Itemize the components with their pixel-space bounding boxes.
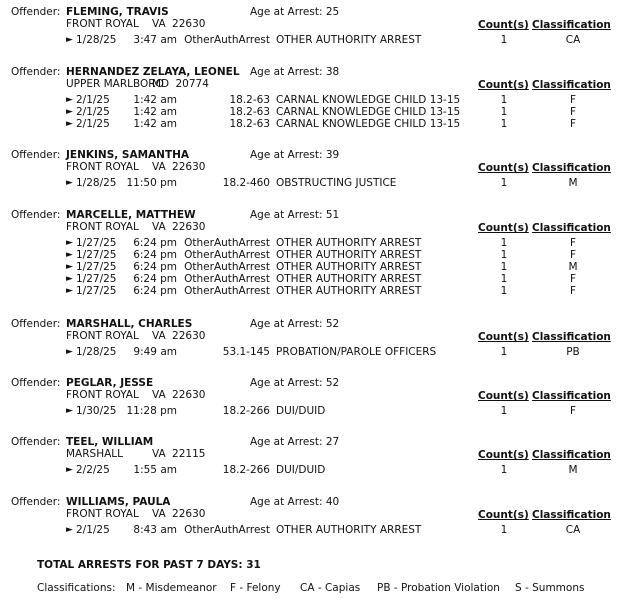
counts-column-header: Count(s) (478, 390, 529, 402)
legend-misdemeanor: M - Misdemeanor (126, 582, 217, 594)
charge-arrow: ► (66, 238, 73, 248)
offender-label: Offender: (11, 496, 61, 508)
charge-arrow: ► (66, 274, 73, 284)
charge-classification: F (569, 94, 577, 106)
charge-classification: F (569, 405, 577, 417)
charge-code: OtherAuthArrest (184, 285, 270, 297)
charge-classification: CA (565, 34, 581, 46)
offender-label: Offender: (11, 209, 61, 221)
age-value: 39 (325, 149, 340, 161)
charge-code: 18.2-266 (222, 464, 270, 476)
charge-classification: M (568, 464, 578, 476)
charge-date: 1/27/25 (76, 273, 117, 285)
charge-time: 1:55 am (133, 464, 177, 476)
age-label: Age at Arrest: (250, 436, 323, 448)
offender-city: MARSHALL (66, 448, 123, 460)
age-label: Age at Arrest: (250, 66, 323, 78)
total-arrests (37, 559, 261, 571)
age-at-arrest (250, 318, 339, 330)
charge-classification: M (568, 261, 578, 273)
charge-code: OtherAuthArrest (184, 237, 270, 249)
charge-classification: F (569, 118, 577, 130)
charge-arrow: ► (66, 35, 73, 45)
charge-description: PROBATION/PAROLE OFFICERS (276, 346, 437, 358)
offender-state-zip: VA 22630 (152, 161, 206, 173)
charge-classification: PB (566, 346, 580, 358)
age-at-arrest (250, 377, 339, 389)
counts-column-header: Count(s) (478, 222, 529, 234)
charge-code: OtherAuthArrest (184, 524, 270, 536)
age-value: 51 (325, 209, 340, 221)
offender-name: PEGLAR, JESSE (66, 377, 154, 389)
classification-column-header: Classification (532, 19, 611, 31)
age-label: Age at Arrest: (250, 149, 323, 161)
charge-time: 3:47 am (133, 34, 177, 46)
charge-code: 18.2-63 (229, 94, 270, 106)
age-value: 38 (325, 66, 340, 78)
counts-column-header: Count(s) (478, 19, 529, 31)
offender-label: Offender: (11, 318, 61, 330)
counts-column-header: Count(s) (478, 79, 529, 91)
charge-arrow: ► (66, 406, 73, 416)
charge-arrow: ► (66, 286, 73, 296)
classification-column-header: Classification (532, 390, 611, 402)
charge-description: OTHER AUTHORITY ARREST (276, 34, 422, 46)
offender-label: Offender: (11, 66, 61, 78)
charge-code: OtherAuthArrest (184, 34, 270, 46)
classifications-legend-label: Classifications: (37, 582, 116, 594)
charge-code: OtherAuthArrest (184, 261, 270, 273)
charge-time: 8:43 am (133, 524, 177, 536)
classification-column-header: Classification (532, 162, 611, 174)
charge-count: 1 (500, 106, 508, 118)
offender-label: Offender: (11, 436, 61, 448)
charge-arrow: ► (66, 262, 73, 272)
offender-name: MARCELLE, MATTHEW (66, 209, 196, 221)
offender-city: FRONT ROYAL (66, 330, 139, 342)
counts-column-header: Count(s) (478, 162, 529, 174)
charge-arrow: ► (66, 95, 73, 105)
charge-date: 2/1/25 (76, 118, 110, 130)
classification-column-header: Classification (532, 79, 611, 91)
charge-classification: M (568, 177, 578, 189)
offender-label: Offender: (11, 6, 61, 18)
charge-time: 6:24 pm (133, 249, 177, 261)
charge-arrow: ► (66, 250, 73, 260)
charge-count: 1 (500, 273, 508, 285)
charge-count: 1 (500, 285, 508, 297)
charge-classification: F (569, 273, 577, 285)
charge-description: DUI/DUID (276, 405, 326, 417)
age-at-arrest (250, 149, 339, 161)
offender-label: Offender: (11, 149, 61, 161)
legend-felony: F - Felony (230, 582, 281, 594)
charge-code: 18.2-63 (229, 106, 270, 118)
charge-date: 1/27/25 (76, 285, 117, 297)
offender-city: FRONT ROYAL (66, 508, 139, 520)
age-value: 27 (325, 436, 340, 448)
charge-code: 53.1-145 (222, 346, 270, 358)
age-label: Age at Arrest: (250, 496, 323, 508)
charge-time: 1:42 am (133, 118, 177, 130)
charge-arrow: ► (66, 107, 73, 117)
legend-summons: S - Summons (515, 582, 585, 594)
charge-count: 1 (500, 249, 508, 261)
age-at-arrest (250, 436, 339, 448)
offender-state-zip: MD 20774 (152, 78, 209, 90)
charge-description: DUI/DUID (276, 464, 326, 476)
charge-time: 6:24 pm (133, 237, 177, 249)
offender-city: UPPER MARLBORO (66, 78, 164, 90)
charge-classification: CA (565, 524, 581, 536)
charge-time: 6:24 pm (133, 273, 177, 285)
offender-state-zip: VA 22630 (152, 221, 206, 233)
charge-date: 1/28/25 (76, 34, 117, 46)
age-label: Age at Arrest: (250, 6, 323, 18)
offender-city: FRONT ROYAL (66, 221, 139, 233)
age-value: 52 (325, 377, 340, 389)
age-label: Age at Arrest: (250, 209, 323, 221)
charge-description: OBSTRUCTING JUSTICE (276, 177, 397, 189)
charge-classification: F (569, 285, 577, 297)
charge-time: 1:42 am (133, 94, 177, 106)
charge-time: 1:42 am (133, 106, 177, 118)
offender-name: FLEMING, TRAVIS (66, 6, 169, 18)
charge-date: 2/1/25 (76, 94, 110, 106)
charge-description: CARNAL KNOWLEDGE CHILD 13-15 (276, 118, 461, 130)
charge-date: 1/27/25 (76, 261, 117, 273)
charge-description: CARNAL KNOWLEDGE CHILD 13-15 (276, 106, 461, 118)
classification-column-header: Classification (532, 449, 611, 461)
age-at-arrest (250, 6, 339, 18)
charge-date: 1/27/25 (76, 249, 117, 261)
charge-count: 1 (500, 261, 508, 273)
charge-count: 1 (500, 464, 508, 476)
offender-name: HERNANDEZ ZELAYA, LEONEL (66, 66, 240, 78)
counts-column-header: Count(s) (478, 509, 529, 521)
charge-date: 1/28/25 (76, 177, 117, 189)
charge-count: 1 (500, 405, 508, 417)
offender-state-zip: VA 22630 (152, 330, 206, 342)
charge-arrow: ► (66, 525, 73, 535)
age-value: 52 (325, 318, 340, 330)
charge-time: 6:24 pm (133, 261, 177, 273)
age-at-arrest (250, 496, 339, 508)
charge-time: 11:28 pm (126, 405, 177, 417)
charge-classification: F (569, 237, 577, 249)
offender-label: Offender: (11, 377, 61, 389)
charge-time: 6:24 pm (133, 285, 177, 297)
charge-count: 1 (500, 237, 508, 249)
charge-description: OTHER AUTHORITY ARREST (276, 261, 422, 273)
charge-description: CARNAL KNOWLEDGE CHILD 13-15 (276, 94, 461, 106)
charge-count: 1 (500, 346, 508, 358)
age-at-arrest (250, 66, 339, 78)
charge-description: OTHER AUTHORITY ARREST (276, 237, 422, 249)
classification-column-header: Classification (532, 222, 611, 234)
legend-capias: CA - Capias (300, 582, 361, 594)
offender-city: FRONT ROYAL (66, 18, 139, 30)
offender-city: FRONT ROYAL (66, 389, 139, 401)
age-value: 25 (325, 6, 340, 18)
offender-state-zip: VA 22630 (152, 18, 206, 30)
charge-description: OTHER AUTHORITY ARREST (276, 273, 422, 285)
charge-code: 18.2-266 (222, 405, 270, 417)
offender-city: FRONT ROYAL (66, 161, 139, 173)
charge-count: 1 (500, 524, 508, 536)
counts-column-header: Count(s) (478, 331, 529, 343)
charge-date: 2/1/25 (76, 106, 110, 118)
charge-date: 1/30/25 (76, 405, 117, 417)
charge-date: 1/27/25 (76, 237, 117, 249)
charge-code: 18.2-460 (222, 177, 270, 189)
charge-time: 9:49 am (133, 346, 177, 358)
charge-time: 11:50 pm (126, 177, 177, 189)
charge-date: 2/2/25 (76, 464, 110, 476)
charge-date: 1/28/25 (76, 346, 117, 358)
charge-count: 1 (500, 94, 508, 106)
charge-count: 1 (500, 34, 508, 46)
offender-state-zip: VA 22630 (152, 389, 206, 401)
classification-column-header: Classification (532, 331, 611, 343)
total-arrests-label: TOTAL ARRESTS FOR PAST 7 DAYS: (37, 559, 243, 571)
charge-code: 18.2-63 (229, 118, 270, 130)
charge-code: OtherAuthArrest (184, 249, 270, 261)
offender-state-zip: VA 22630 (152, 508, 206, 520)
charge-classification: F (569, 106, 577, 118)
charge-count: 1 (500, 177, 508, 189)
offender-name: TEEL, WILLIAM (66, 436, 154, 448)
offender-name: JENKINS, SAMANTHA (66, 149, 190, 161)
legend-probation-violation: PB - Probation Violation (377, 582, 500, 594)
age-label: Age at Arrest: (250, 318, 323, 330)
charge-arrow: ► (66, 119, 73, 129)
charge-description: OTHER AUTHORITY ARREST (276, 524, 422, 536)
charge-description: OTHER AUTHORITY ARREST (276, 249, 422, 261)
offender-name: WILLIAMS, PAULA (66, 496, 171, 508)
classification-column-header: Classification (532, 509, 611, 521)
charge-code: OtherAuthArrest (184, 273, 270, 285)
charge-arrow: ► (66, 178, 73, 188)
charge-classification: F (569, 249, 577, 261)
offender-name: MARSHALL, CHARLES (66, 318, 193, 330)
age-label: Age at Arrest: (250, 377, 323, 389)
charge-date: 2/1/25 (76, 524, 110, 536)
charge-arrow: ► (66, 465, 73, 475)
total-arrests-value: 31 (246, 559, 261, 571)
charge-count: 1 (500, 118, 508, 130)
offender-state-zip: VA 22115 (152, 448, 206, 460)
charge-arrow: ► (66, 347, 73, 357)
age-value: 40 (325, 496, 340, 508)
charge-description: OTHER AUTHORITY ARREST (276, 285, 422, 297)
age-at-arrest (250, 209, 339, 221)
counts-column-header: Count(s) (478, 449, 529, 461)
